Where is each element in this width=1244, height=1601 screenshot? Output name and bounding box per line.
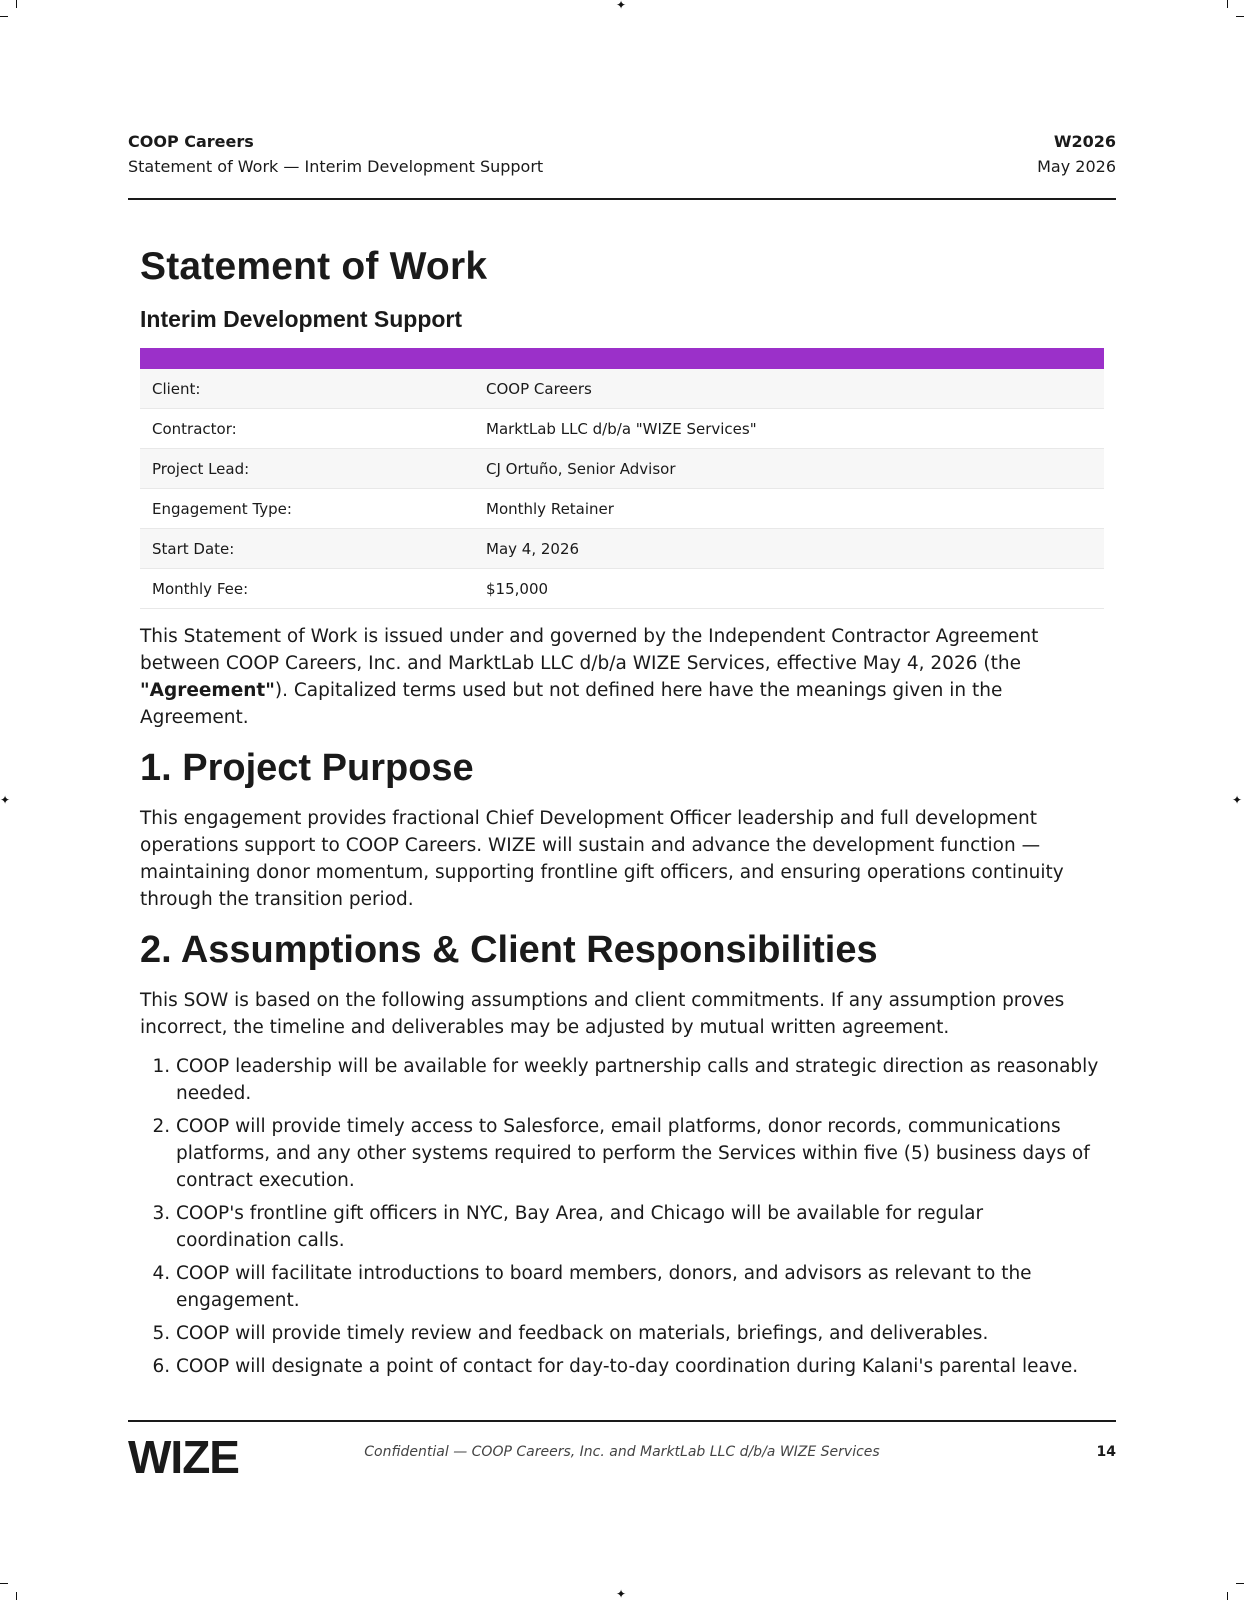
header-doc-subtitle: Statement of Work — Interim Development Support bbox=[128, 157, 544, 176]
row-value: COOP Careers bbox=[486, 379, 592, 398]
row-label: Contractor: bbox=[152, 419, 237, 438]
document-body bbox=[140, 242, 1104, 1386]
registration-mark-icon: ✦ bbox=[0, 793, 11, 807]
crop-mark bbox=[1227, 0, 1228, 8]
confidential-notice: Confidential — COOP Careers, Inc. and MarktLab LLC d/b/a WIZE Services bbox=[364, 1444, 880, 1460]
row-value: CJ Ortuño, Senior Advisor bbox=[486, 459, 676, 478]
header-code: W2026 bbox=[1053, 132, 1116, 151]
table-row bbox=[140, 569, 1104, 609]
intro-paragraph bbox=[140, 623, 1104, 731]
row-value: Monthly Retainer bbox=[486, 499, 614, 518]
crop-mark bbox=[0, 1583, 8, 1584]
section-heading-assumptions: 2. Assumptions & Client Responsibilities bbox=[140, 929, 878, 971]
table-row bbox=[140, 409, 1104, 449]
intro-text-end: ). Capitalized terms used but not defined here have the meanings given in the Agreement. bbox=[140, 680, 1003, 728]
crop-mark bbox=[16, 1592, 17, 1600]
header-date: May 2026 bbox=[1037, 157, 1116, 176]
row-value: May 4, 2026 bbox=[486, 539, 580, 558]
list-item: 3. COOP's frontline gift officers in NYC, Bay Area, and Chicago will be available for regular coordination calls. bbox=[176, 1200, 1104, 1254]
page-subtitle: Interim Development Support bbox=[140, 306, 463, 332]
engagement-details-table bbox=[140, 348, 1104, 609]
assumptions-paragraph: This SOW is based on the following assumptions and client commitments. If any assumption proves incorrect, the timeline and deliverables may be adjusted by mutual written agreement. bbox=[140, 990, 1065, 1038]
page-footer bbox=[128, 1420, 1116, 1482]
list-item: 4. COOP will facilitate introductions to board members, donors, and advisors as relevant to the engagement. bbox=[176, 1260, 1104, 1314]
table-header-bar bbox=[140, 348, 1104, 369]
list-item: 6. COOP will designate a point of contact for day-to-day coordination during Kalani's parental leave. bbox=[176, 1353, 1104, 1380]
row-label: Start Date: bbox=[152, 539, 235, 558]
page-number: 14 bbox=[1096, 1444, 1116, 1460]
wize-logo: WIZE bbox=[128, 1431, 239, 1483]
project-purpose-paragraph: This engagement provides fractional Chief Development Officer leadership and full development operations support to COOP Careers. WIZE will sustain and advance the development function — maintaining donor momentum, supporting frontline gift officers, and ensuring operations continuity through the transition period. bbox=[140, 808, 1064, 910]
header-right bbox=[1037, 132, 1116, 179]
crop-mark bbox=[1236, 1583, 1244, 1584]
crop-mark bbox=[0, 16, 8, 17]
list-item: 5. COOP will provide timely review and feedback on materials, briefings, and deliverables. bbox=[176, 1320, 1104, 1347]
intro-text: This Statement of Work is issued under and governed by the Independent Contractor Agreement between COOP Careers, Inc. and MarktLab LLC d/b/a WIZE Services, effective May 4, 2026 (the bbox=[140, 626, 1039, 674]
header-org: COOP Careers bbox=[128, 132, 254, 151]
registration-mark-icon: ✦ bbox=[616, 1587, 627, 1601]
row-label: Engagement Type: bbox=[152, 499, 292, 518]
table-row bbox=[140, 369, 1104, 409]
row-label: Monthly Fee: bbox=[152, 579, 249, 598]
page-title: Statement of Work bbox=[140, 245, 488, 288]
crop-mark bbox=[1236, 16, 1244, 17]
row-value: MarktLab LLC d/b/a "WIZE Services" bbox=[486, 419, 757, 438]
list-item: 1. COOP leadership will be available for weekly partnership calls and strategic direction as reasonably needed. bbox=[176, 1053, 1104, 1107]
registration-mark-icon: ✦ bbox=[1232, 793, 1243, 807]
agreement-term: "Agreement" bbox=[140, 680, 275, 701]
table-row bbox=[140, 449, 1104, 489]
row-label: Client: bbox=[152, 379, 201, 398]
header-left bbox=[128, 132, 543, 179]
section-heading-project-purpose: 1. Project Purpose bbox=[140, 747, 474, 789]
crop-mark bbox=[1227, 1592, 1228, 1600]
assumptions-list bbox=[140, 1053, 1104, 1380]
list-item: 2. COOP will provide timely access to Salesforce, email platforms, donor records, communications platforms, and any other systems required to perform the Services within five (5) business days of contract execution. bbox=[176, 1113, 1104, 1194]
table-row bbox=[140, 529, 1104, 569]
registration-mark-icon: ✦ bbox=[616, 0, 627, 12]
table-row bbox=[140, 489, 1104, 529]
page-header bbox=[128, 132, 1116, 200]
crop-mark bbox=[16, 0, 17, 8]
row-label: Project Lead: bbox=[152, 459, 250, 478]
row-value: $15,000 bbox=[486, 579, 549, 598]
table-body bbox=[140, 369, 1104, 609]
